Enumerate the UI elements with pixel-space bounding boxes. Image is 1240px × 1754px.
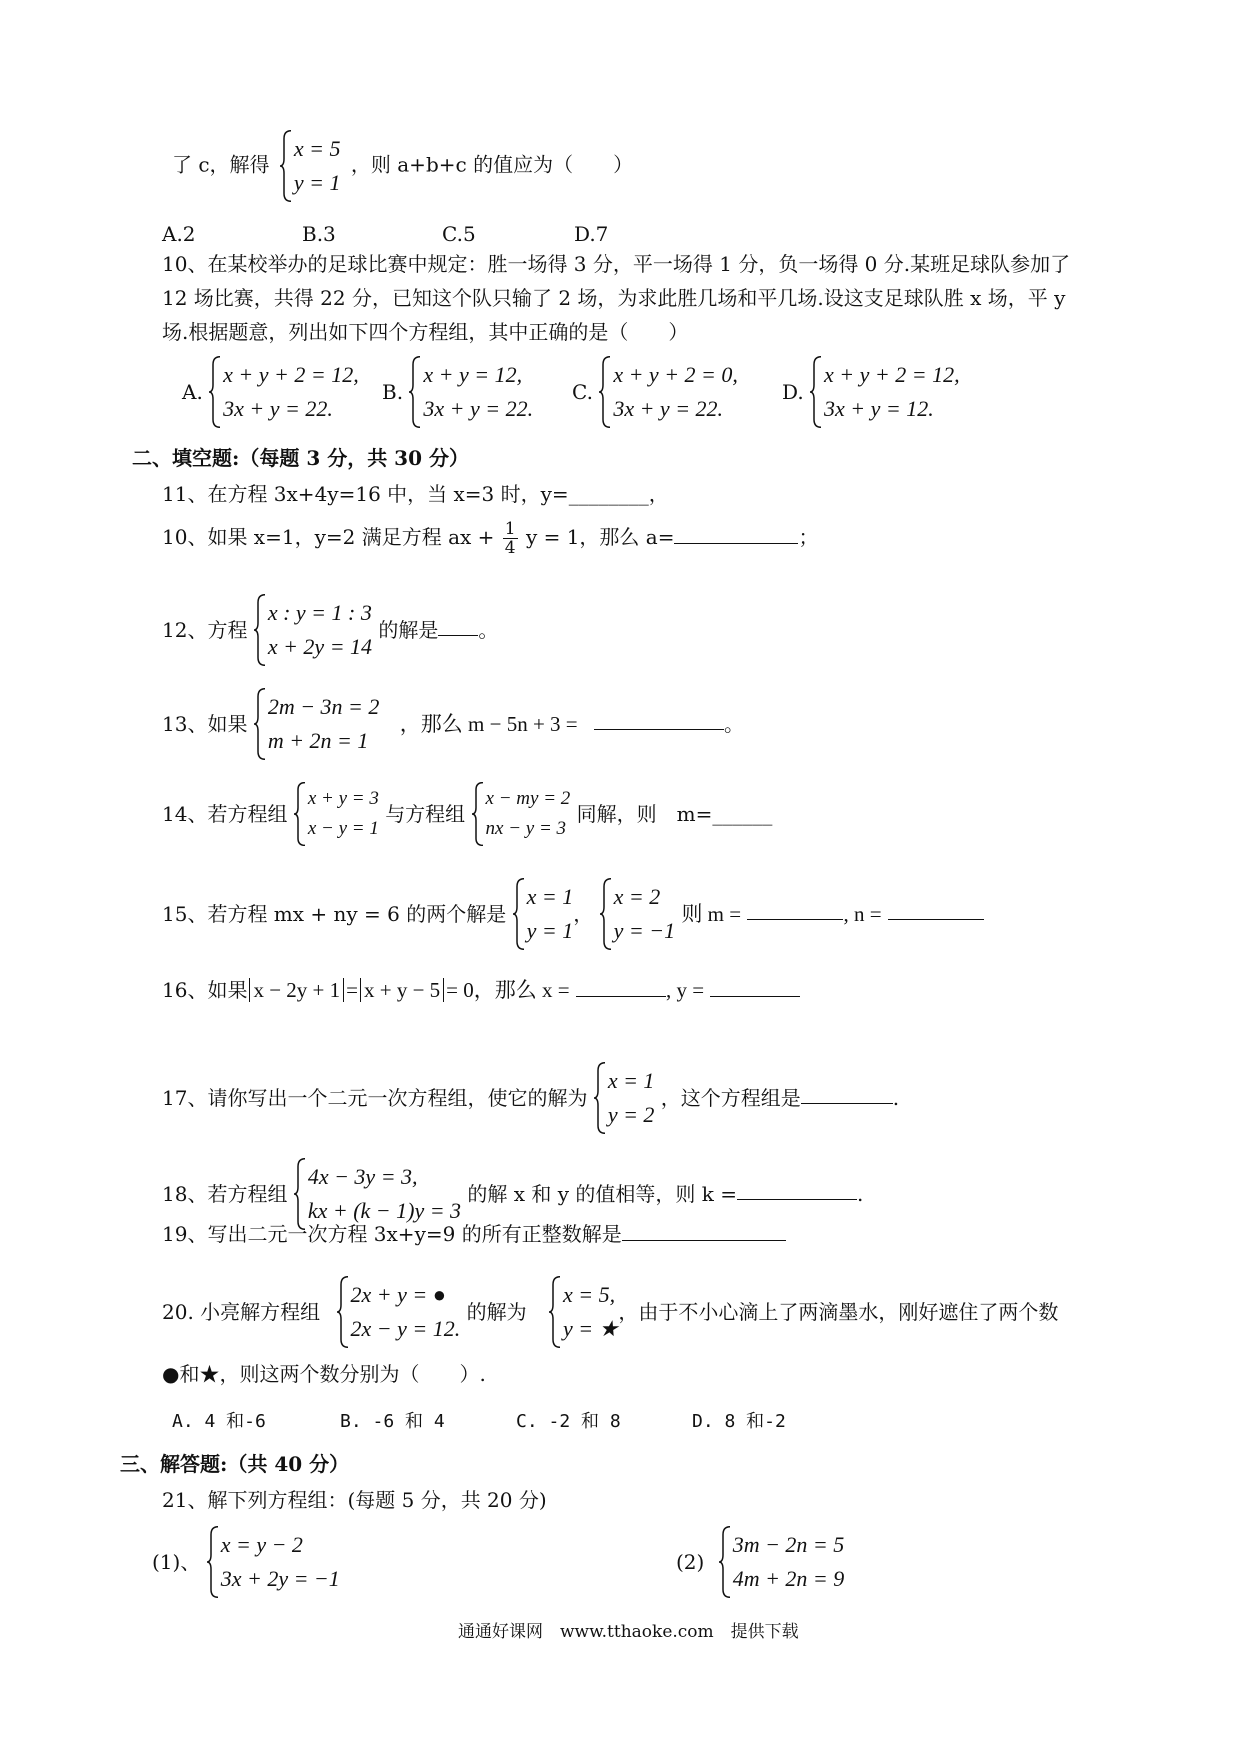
q21-part2: (2) 3m − 2n = 5 4m + 2n = 9 xyxy=(676,1528,844,1596)
q10-line2: 12 场比赛，共得 22 分，已知这个队只输了 2 场，为求此胜几场和平几场.设这支足球队胜 x 场，平 y xyxy=(162,286,1066,310)
q20-options xyxy=(172,1410,786,1434)
q9-option-d[interactable]: D.7 xyxy=(574,222,609,246)
q9-options xyxy=(162,222,608,246)
q20: 20. 小亮解方程组 2x + y = ● 2x − y = 12. 的解为 x = 5, y = ★ ，由于不小心滴上了两滴墨水，刚好遮住了两个数 xyxy=(162,1278,1058,1346)
q15-solution-1: x = 1 y = 1 xyxy=(513,880,574,948)
q15-solution-2: x = 2 y = −1 xyxy=(600,880,675,948)
q10-option-b[interactable]: B. x + y = 12, 3x + y = 22. xyxy=(382,358,572,426)
q13-system: 2m − 3n = 2 m + 2n = 1 xyxy=(254,690,380,758)
q15: 15、若方程 mx + ny = 6 的两个解是 x = 1 y = 1 ， x = 2 y = −1 则 m = , n = xyxy=(162,880,984,948)
q15-m-blank[interactable] xyxy=(747,901,843,920)
q9-option-b[interactable]: B.3 xyxy=(302,222,336,246)
q9-solution-system: x = 5 y = 1 xyxy=(280,132,341,200)
section-fill-in-heading: 二、填空题:（每题 3 分，共 30 分） xyxy=(132,446,469,470)
q10-line3: 场.根据题意，列出如下四个方程组，其中正确的是（ ） xyxy=(162,320,689,344)
q19: 19、写出二元一次方程 3x+y=9 的所有正整数解是 xyxy=(162,1222,786,1246)
q15-n-blank[interactable] xyxy=(888,901,984,920)
q19-answer-blank[interactable] xyxy=(622,1222,786,1241)
q9-suffix: ，则 a+b+c 的值应为（ ） xyxy=(350,152,634,177)
page-footer: 通通好课网 www.tthaoke.com 提供下载 xyxy=(458,1622,799,1642)
q17-answer-blank[interactable] xyxy=(801,1085,893,1104)
q12: 12、方程 x : y = 1 : 3 x + 2y = 14 的解是 。 xyxy=(162,596,498,664)
q10b: 10、如果 x=1，y=2 满足方程 ax + $\frac{1}{4}$ y = 1，那么 a= ； xyxy=(162,519,819,558)
q14-system-2: x − my = 2 nx − y = 3 xyxy=(472,784,571,844)
q20-option-c[interactable]: C. -2 和 8 xyxy=(516,1411,621,1432)
q21-part1: (1)、 x = y − 2 3x + 2y = −1 xyxy=(152,1528,340,1596)
q16-abs-2: x + y − 5 xyxy=(360,978,444,1002)
q10-option-c[interactable]: C. x + y + 2 = 0, 3x + y = 22. xyxy=(572,358,782,426)
q10-options xyxy=(182,358,960,426)
q14: 14、若方程组 x + y = 3 x − y = 1 与方程组 x − my = 2 nx − y = 3 同解，则 m=______ xyxy=(162,784,772,844)
q18-system: 4x − 3y = 3, kx + (k − 1)y = 3 xyxy=(294,1160,461,1228)
q18: 18、若方程组 4x − 3y = 3, kx + (k − 1)y = 3 的解 x 和 y 的值相等，则 k = . xyxy=(162,1160,863,1228)
q10-option-a[interactable]: A. x + y + 2 = 12, 3x + y = 22. xyxy=(182,358,382,426)
fraction-one-quarter: $\frac{1}{4}$ xyxy=(504,519,516,558)
q20-option-d[interactable]: D. 8 和-2 xyxy=(692,1411,786,1432)
q16-y-blank[interactable] xyxy=(710,978,800,997)
q12-system: x : y = 1 : 3 x + 2y = 14 xyxy=(254,596,372,664)
q9-option-a[interactable]: A.2 xyxy=(162,222,196,246)
q13: 13、如果 2m − 3n = 2 m + 2n = 1 ，那么 m − 5n + 3 = 。 xyxy=(162,690,744,758)
q9-prefix: 了 c，解得 xyxy=(172,152,270,177)
section-solve-heading: 三、解答题:（共 40 分） xyxy=(120,1452,350,1476)
q17: 17、请你写出一个二元一次方程组，使它的解为 x = 1 y = 2 ，这个方程组是 . xyxy=(162,1064,899,1132)
q21: 21、解下列方程组：(每题 5 分，共 20 分) xyxy=(162,1488,547,1512)
q17-solution: x = 1 y = 2 xyxy=(594,1064,655,1132)
q20-option-a[interactable]: A. 4 和-6 xyxy=(172,1411,266,1432)
q9-continuation xyxy=(172,132,633,200)
q16-abs-1: x − 2y + 1 xyxy=(249,978,344,1002)
q10b-answer-blank[interactable] xyxy=(674,525,798,544)
q10-option-d[interactable]: D. x + y + 2 = 12, 3x + y = 12. xyxy=(782,358,960,426)
q13-answer-blank[interactable] xyxy=(594,711,724,730)
q20-solution: x = 5, y = ★ xyxy=(549,1278,618,1346)
q21-part2-system: 3m − 2n = 5 4m + 2n = 9 xyxy=(719,1528,845,1596)
q16: 16、如果 x − 2y + 1 = x + y − 5 = 0，那么 x = , y = xyxy=(162,978,800,1002)
q20-option-b[interactable]: B. -6 和 4 xyxy=(340,1411,445,1432)
q9-option-c[interactable]: C.5 xyxy=(442,222,476,246)
q11: 11、在方程 3x+4y=16 中，当 x=3 时，y=________， xyxy=(162,482,669,506)
q14-system-1: x + y = 3 x − y = 1 xyxy=(294,784,379,844)
q20-line2: ●和★，则这两个数分别为（ ）. xyxy=(162,1362,486,1386)
q10-line1: 10、在某校举办的足球比赛中规定：胜一场得 3 分，平一场得 1 分，负一场得 0 分.某班足球队参加了 xyxy=(162,252,1071,276)
q16-x-blank[interactable] xyxy=(576,978,666,997)
q12-answer-blank[interactable] xyxy=(438,617,478,636)
q21-part1-system: x = y − 2 3x + 2y = −1 xyxy=(207,1528,340,1596)
q18-answer-blank[interactable] xyxy=(737,1181,857,1200)
q20-system: 2x + y = ● 2x − y = 12. xyxy=(337,1278,461,1346)
